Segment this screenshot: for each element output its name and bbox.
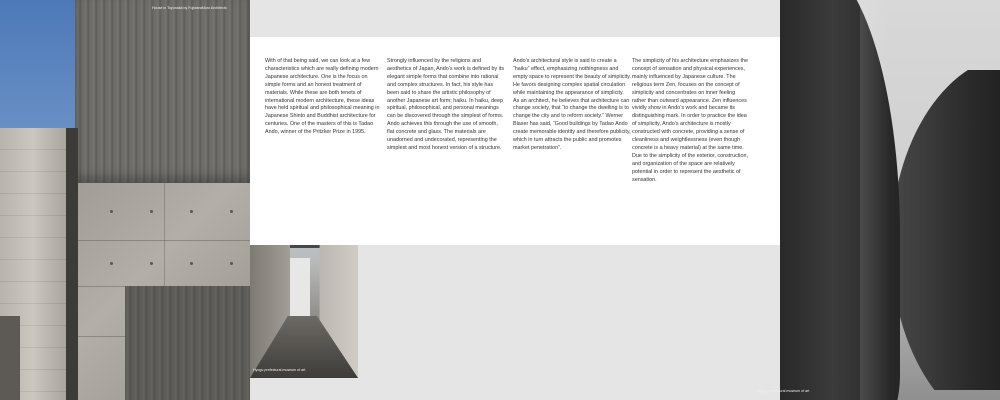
paragraph: With of that being said, we can look at a few characteristics which are really defining modern Japanese architecture. One is the focus on simple forms and an honest treatment of materials. While these are both tenets of international modern architecture, these ideas have held spiritual and philosophical meaning in Japanese Shinto and Buddhist architecture for centuries. One of the masters of this is Tadao Ando, winner of the Pritzker Prize in 1995. xyxy=(265,58,380,136)
form-tie xyxy=(110,262,113,265)
form-tie xyxy=(190,262,193,265)
house-photo xyxy=(0,0,250,400)
timber-clad-volume xyxy=(75,0,250,183)
article-column-4 xyxy=(632,58,750,185)
article-column-1 xyxy=(265,58,383,137)
article-column-3 xyxy=(513,58,631,153)
photo-caption-corridor: Hyogo prefectural museum of art xyxy=(253,368,306,372)
photo-caption-right: Hyogo prefectural museum of art xyxy=(757,389,810,393)
form-tie xyxy=(230,262,233,265)
form-tie xyxy=(230,210,233,213)
door-opening xyxy=(0,316,20,400)
corridor-light xyxy=(290,258,310,316)
sculpture-photo xyxy=(780,0,1000,400)
article-column-2 xyxy=(387,58,505,153)
timber-panel xyxy=(125,286,250,400)
steel-highlight xyxy=(860,0,890,400)
article-text-panel xyxy=(250,37,780,245)
form-tie xyxy=(150,210,153,213)
paragraph: Ando’s architectural style is said to create a “haiku” effect, emphasizing nothingness and empty space to represent the beauty of simplicity. He favors designing complex spatial circulation while maintaining the appearance of simplicity. As an architect, he believes that architecture can change society, that “to change the dwelling is to change the city and to reform society.” Werner Blaser has said, “Good buildings by Tadao Ando create memorable identity and therefore publicity, which in turn attracts the public and promotes market penetration”. xyxy=(513,58,631,151)
form-tie xyxy=(150,262,153,265)
paragraph: Strongly influenced by the religions and aesthetics of Japan, Ando’s work is defined by its elegant simple forms that combine into rational and complex structures. In fact, his style has been said to share the artistic philosophy of another Japanese art form; haiku. In haiku, deep spiritual, philosophical, and personal meanings can be discovered through the simplest of forms. Ando achieves this through the use of smooth, flat concrete and glass. The materials are unadorned and undecorated, representing the simplest and most honest version of a structure. xyxy=(387,58,505,151)
photo-caption-left: House in Toyonaka by FujiwaraMuro Architects xyxy=(152,6,227,10)
shadow-gap xyxy=(66,128,78,400)
paragraph: The simplicity of his architecture emphasizes the concept of sensation and physical experiences, mainly influenced by Japanese culture. The religious term Zen, focuses on the concept of simplicity and concentrates on inner feeling rather than outward appearance. Zen influences vividly show in Ando’s work and became its distinguishing mark. In order to practice the idea of simplicity, Ando’s architecture is mostly constructed with concrete, providing a sense of cleanliness and weightlessness (even though concrete is a heavy material) at the same time. Due to the simplicity of the exterior, construction, and organization of the space are relatively potential in order to represent the aesthetic of sensation. xyxy=(632,58,748,183)
form-tie xyxy=(110,210,113,213)
form-tie xyxy=(190,210,193,213)
